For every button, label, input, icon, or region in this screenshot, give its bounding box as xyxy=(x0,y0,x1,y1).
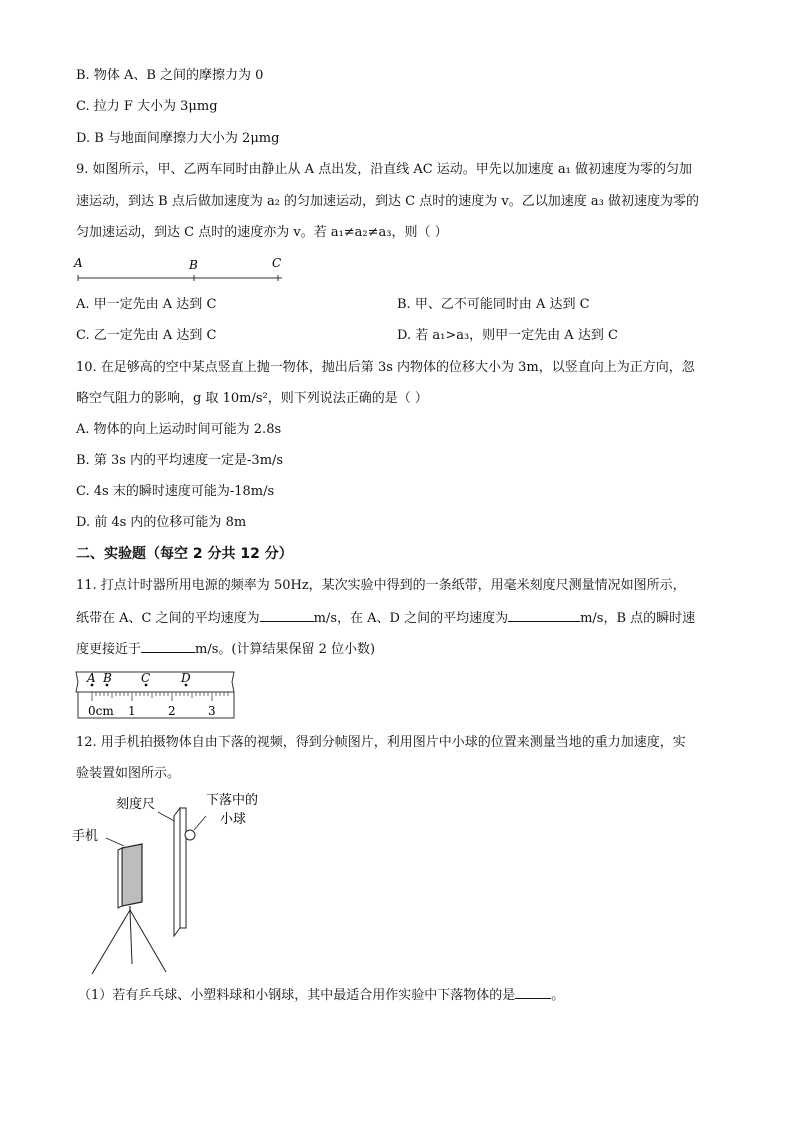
q11-blank-1[interactable] xyxy=(260,608,314,622)
q10-stem-line2: 略空气阻力的影响，g 取 10m/s²，则下列说法正确的是（ ） xyxy=(76,391,428,406)
q10-option-b: B. 第 3s 内的平均速度一定是-3m/s xyxy=(76,453,284,468)
q9-label-a: A xyxy=(74,256,83,270)
q9-label-b: B xyxy=(189,258,198,272)
q12-stem-line1: 12. 用手机拍摄物体自由下落的视频，得到分帧图片，利用图片中小球的位置来测量当地的重力加速度，实 xyxy=(76,735,686,750)
q8-option-c: C. 拉力 F 大小为 3μmg xyxy=(76,99,218,114)
q9-stem-line3: 匀加速运动，到达 C 点时的速度亦为 v。若 a₁≠a₂≠a₃，则（ ） xyxy=(76,225,448,240)
q10-option-a: A. 物体的向上运动时间可能为 2.8s xyxy=(76,422,282,437)
ruler-label-c: C xyxy=(141,671,151,685)
q12-sub1-text: （1）若有乒乓球、小塑料球和小钢球，其中最适合用作实验中下落物体的是 xyxy=(78,988,516,1003)
q11-text-closer: 度更接近于 xyxy=(76,642,142,657)
label-phone: 手机 xyxy=(72,829,99,844)
q9-line-diagram xyxy=(72,254,292,284)
q11-text-ac: 纸带在 A、C 之间的平均速度为 xyxy=(76,611,260,626)
q11-text-ad: m/s，在 A、D 之间的平均速度为 xyxy=(313,611,509,626)
ruler-tick-1: 1 xyxy=(128,704,136,718)
q9-label-c: C xyxy=(272,256,282,270)
ruler-tick-3: 3 xyxy=(208,704,216,718)
ruler-label-b: B xyxy=(103,671,112,685)
q8-option-b: B. 物体 A、B 之间的摩擦力为 0 xyxy=(76,68,264,83)
q11-text-note: m/s。(计算结果保留 2 位小数) xyxy=(195,642,376,657)
q11-blank-3[interactable] xyxy=(141,639,195,653)
q11-blank-2[interactable] xyxy=(508,608,580,622)
q12-sub1-end: 。 xyxy=(551,988,565,1003)
q10-option-d: D. 前 4s 内的位移可能为 8m xyxy=(76,515,247,530)
q10-option-c: C. 4s 末的瞬时速度可能为-18m/s xyxy=(76,484,275,499)
q11-stem-line1: 11. 打点计时器所用电源的频率为 50Hz，某次实验中得到的一条纸带，用毫米刻度尺测量情况如图所示， xyxy=(76,578,686,593)
q8-option-d: D. B 与地面间摩擦力大小为 2μmg xyxy=(76,131,280,146)
label-falling-ball-2: 小球 xyxy=(220,812,247,827)
q11-text-b: m/s，B 点的瞬时速 xyxy=(580,611,696,626)
q9-option-a: A. 甲一定先由 A 达到 C xyxy=(76,297,217,312)
ruler-label-a: A xyxy=(87,671,96,685)
section-2-title: 二、实验题（每空 2 分共 12 分） xyxy=(76,546,293,562)
q11-ruler-diagram xyxy=(72,668,242,722)
label-ruler: 刻度尺 xyxy=(116,797,156,812)
q12-apparatus-diagram xyxy=(66,786,296,981)
ruler-tick-0: 0cm xyxy=(88,704,114,718)
q9-stem-line2: 速运动，到达 B 点后做加速度为 a₂ 的匀加速运动，到达 C 点时的速度为 v。乙以加速度 a₃ 做初速度为零的 xyxy=(76,194,699,209)
q12-sub1 xyxy=(78,985,564,1005)
ruler-tick-2: 2 xyxy=(168,704,176,718)
q12-blank-1[interactable] xyxy=(515,985,551,999)
q9-option-c: C. 乙一定先由 A 达到 C xyxy=(76,328,217,343)
q9-option-d: D. 若 a₁>a₃，则甲一定先由 A 达到 C xyxy=(397,328,618,343)
q12-stem-line2: 验装置如图所示。 xyxy=(76,766,181,781)
q10-stem-line1: 10. 在足够高的空中某点竖直上抛一物体，抛出后第 3s 内物体的位移大小为 3m，以竖直向上为正方向，忽 xyxy=(76,360,695,375)
label-falling-ball-1: 下落中的 xyxy=(206,793,259,808)
q11-stem-line2 xyxy=(76,608,695,628)
ruler-label-d: D xyxy=(181,671,191,685)
q11-stem-line3 xyxy=(76,639,375,659)
q9-stem-line1: 9. 如图所示，甲、乙两车同时由静止从 A 点出发，沿直线 AC 运动。甲先以加速度 a₁ 做初速度为零的匀加 xyxy=(76,162,693,177)
q9-option-b: B. 甲、乙不可能同时由 A 达到 C xyxy=(397,297,590,312)
